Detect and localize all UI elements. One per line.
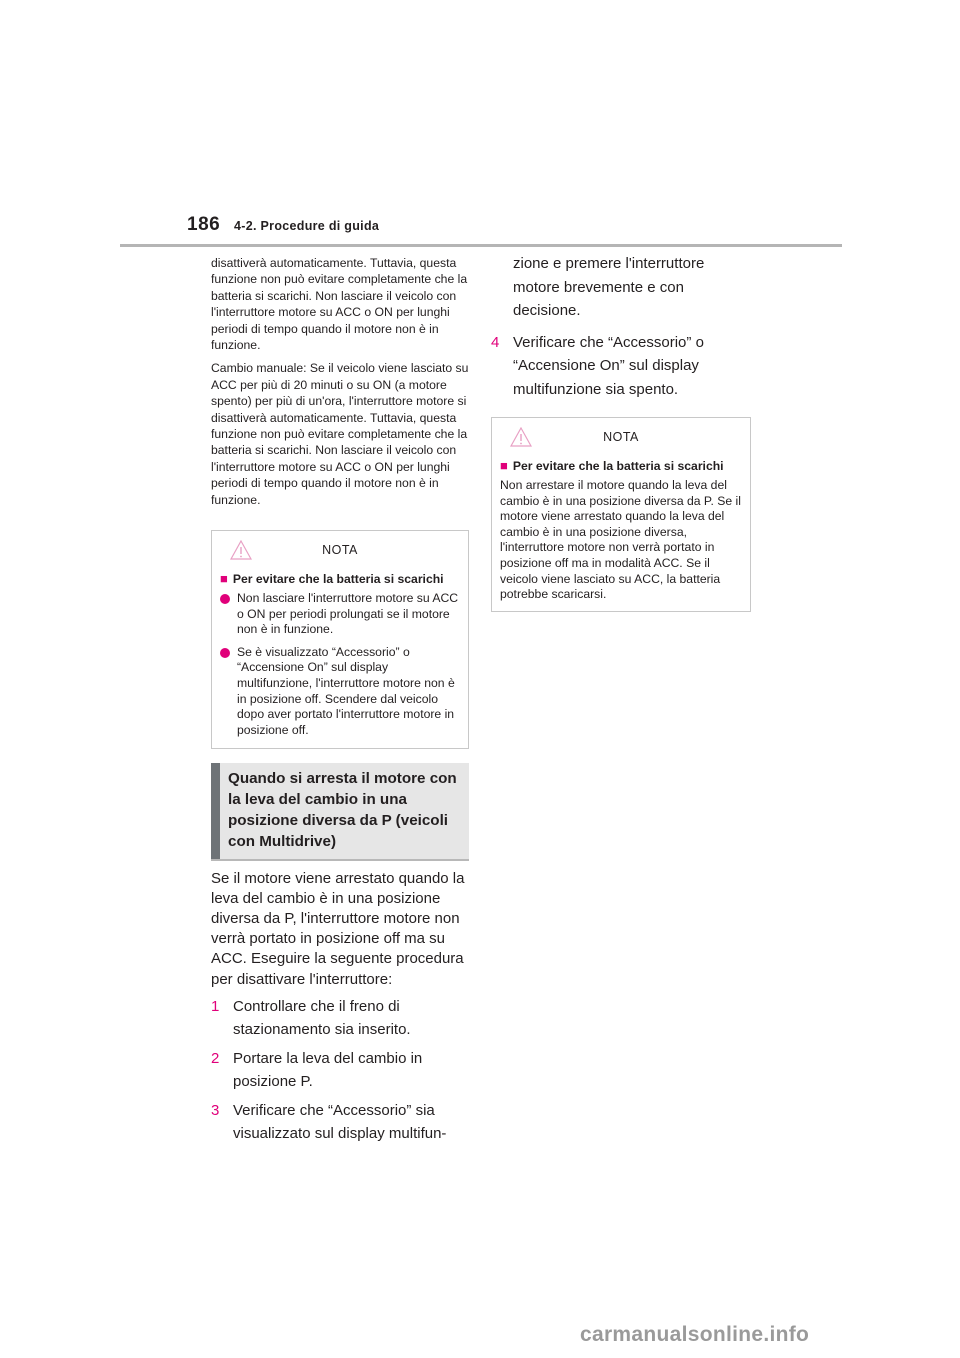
note-box-left xyxy=(211,530,469,749)
note-text: Non arrestare il motore quando la leva del cambio è in una posizione diversa da P. Se il motore viene arrestato quando la leva del cambio è in una posizione diversa, l'interruttore motore non verrà portato in posizione off ma in modalità ACC. Se il veicolo viene lasciato su ACC, la batteria potrebbe scaricarsi. xyxy=(500,478,741,602)
section-title: 4-2. Procedure di guida xyxy=(234,219,380,233)
step-number: 1 xyxy=(211,997,220,1015)
note-title: ■ Per evitare che la batteria si scarichi xyxy=(220,571,444,587)
header-rule xyxy=(120,244,842,247)
left-column xyxy=(211,255,469,1146)
step-number: 4 xyxy=(491,333,500,351)
note-box-right xyxy=(491,417,751,612)
right-column xyxy=(491,252,751,612)
paragraph-auto-off: disattiverà automaticamente. Tuttavia, questa funzione non può evitare completamente che la batteria si scarichi. Non lasciare il veicolo con l'interruttore motore su ACC o ON per lunghi periodi di tempo quando il motore non è in funzione. xyxy=(211,256,468,353)
warning-icon xyxy=(510,427,532,447)
section-heading-box xyxy=(211,763,469,860)
square-bullet-icon: ■ xyxy=(500,458,508,473)
note-label: NOTA xyxy=(603,430,639,444)
procedure-steps xyxy=(211,995,469,1146)
step-3-continuation: zione e premere l'interruttore motore brevemente e con decisione. xyxy=(513,255,705,319)
note-title: ■ Per evitare che la batteria si scarichi xyxy=(500,458,724,473)
section-heading: Quando si arresta il motore con la leva del cambio in una posizione diversa da P (veicoli con Multidrive) xyxy=(228,770,457,850)
paragraph-manual-transmission: Cambio manuale: Se il veicolo viene lasciato su ACC per più di 20 minuti o su ON (a motore spento) per più di un'ora, l'interruttore motore si disattiverà automaticamente. Tuttavia, questa funzione non può evitare completamente che la batteria si scarichi. Non lasciare il veicolo con l'interruttore motore su ACC o ON per lunghi periodi di tempo quando il motore non è in funzione. xyxy=(211,361,469,507)
step-item: 1 Controllare che il freno di stazionamento sia inserito. xyxy=(211,995,469,1042)
step-item: 3 Verificare che “Accessorio” sia visualizzato sul display multifun- xyxy=(211,1099,469,1146)
step-number: 3 xyxy=(211,1101,220,1119)
step-item: 4 Verificare che “Accessorio” o “Accensione On” sul display multifunzione sia spento. xyxy=(491,331,751,402)
note-bullet: Non lasciare l'interruttore motore su ACC o ON per periodi prolungati se il motore non è in funzione. xyxy=(220,591,460,638)
step-item: 2 Portare la leva del cambio in posizione P. xyxy=(211,1047,469,1094)
warning-icon xyxy=(230,540,252,560)
note-bullet: Se è visualizzato “Accessorio” o “Accensione On” sul display multifunzione, l'interruttore motore non è in posizione off. Scendere dal veicolo dopo aver portato l'interruttore motore in posizione off. xyxy=(220,645,460,739)
note-header xyxy=(220,541,460,571)
watermark: carmanualsonline.info xyxy=(580,1323,810,1346)
note-header xyxy=(500,428,742,458)
bullet-dot-icon xyxy=(220,648,230,658)
note-label: NOTA xyxy=(322,543,358,558)
procedure-intro: Se il motore viene arrestato quando la leva del cambio è in una posizione diversa da P, l'interruttore motore non verrà portato in posizione off ma su ACC. Eseguire la seguente procedura per disattivare l'interruttore: xyxy=(211,869,465,988)
page-number: 186 xyxy=(187,214,221,235)
bullet-dot-icon xyxy=(220,594,230,604)
square-bullet-icon: ■ xyxy=(220,571,228,587)
step-number: 2 xyxy=(211,1049,220,1067)
